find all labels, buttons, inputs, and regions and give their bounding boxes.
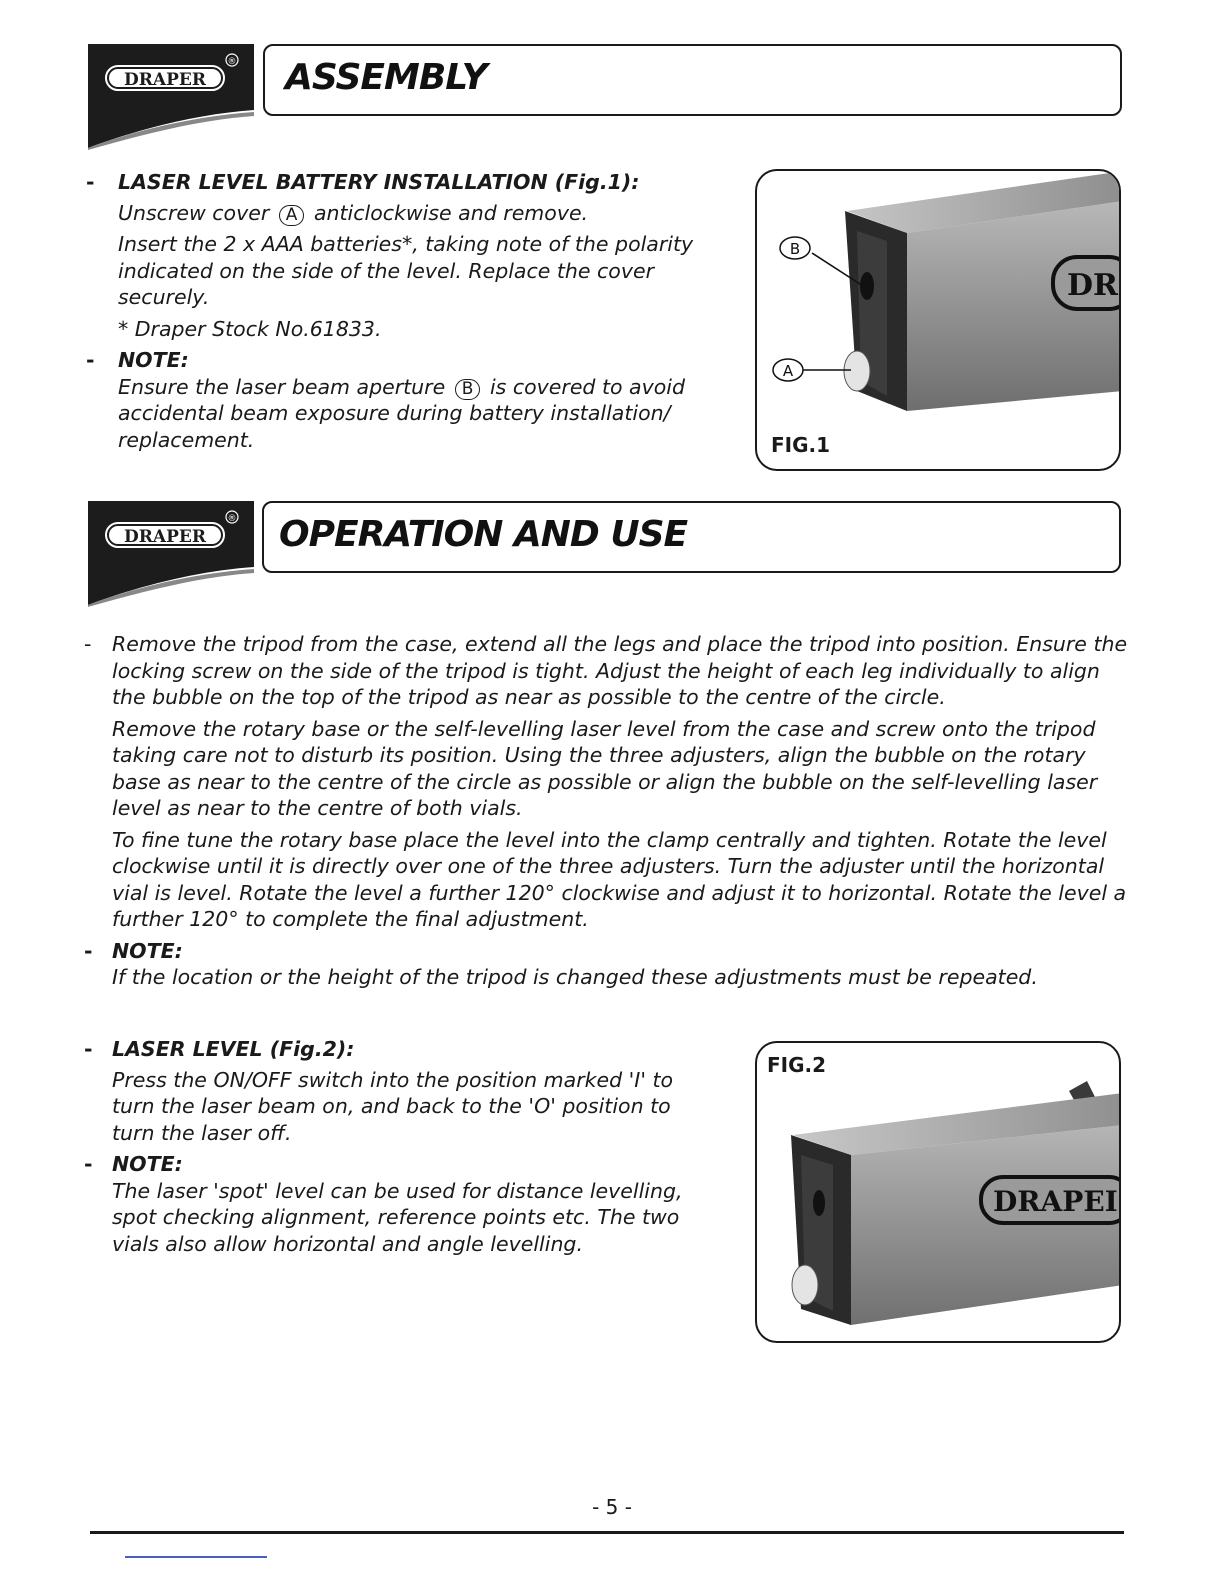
operation-note-text: If the location or the height of the tripod is changed these adjustments must be repeated. — [112, 965, 1038, 989]
note-text-pre: Ensure the laser beam aperture — [118, 374, 446, 399]
assembly-text — [86, 169, 726, 458]
laser-note-text: The laser 'spot' level can be used for distance levelling, spot checking alignment, reference points etc. The two vials also allow horizontal and angle levelling. — [112, 1178, 683, 1256]
operation-text — [84, 631, 1128, 996]
battery-line2: Insert the 2 x AAA batteries*, taking note of the polarity indicated on the side of the level. Replace the cover securely. — [118, 232, 694, 309]
marker-a: A — [279, 205, 305, 226]
registered-mark: ® — [227, 57, 237, 67]
battery-installation-item: - LASER LEVEL BATTERY INSTALLATION (Fig.1): Unscrew cover A anticlockwise and remove. Insert the 2 x AAA batteries*, taking note of the polarity indicated on the side of the level. Replace the cover securely. * Draper Stock No.61833. — [86, 169, 726, 342]
draper-logo-assembly — [86, 44, 254, 148]
fig2-badge: DRAPEI — [993, 1185, 1118, 1218]
tripod-item: - Remove the tripod from the case, extend all the legs and place the tripod into position. Ensure the locking screw on the side of the tripod is tight. Adjust the height of each leg individually to align the bubble on the top of the tripod as near as possible to the centre of the circle. Remove the rotary base or the self-levelling laser level from the case and screw onto the tripod taking care not to disturb its position. Using the three adjusters, align the bubble on the rotary base as near to the centre of the circle as possible or align the bubble on the self-levelling laser level as near to the centre of both vials. To fine tune the rotary base place the level into the clamp centrally and tighten. Rotate the level clockwise until it is directly over one of the three adjusters. Turn the adjuster until the horizontal vial is level. Rotate the level a further 120° clockwise and adjust it to horizontal. Rotate the level a further 120° to complete the final adjustment. — [84, 632, 1128, 931]
assembly-title: ASSEMBLY — [285, 57, 487, 98]
marker-b: B — [455, 379, 481, 400]
fig1-callout-a: A — [782, 362, 794, 380]
assembly-note-heading: NOTE: — [118, 348, 189, 372]
figure-1 — [755, 169, 1121, 471]
battery-line1-pre: Unscrew cover — [118, 200, 270, 225]
operation-para2: Remove the rotary base or the self-levelling laser level from the case and screw onto the tripod taking care not to disturb its position. Using the three adjusters, align the bubble on the rotary base as near to the centre of the circle as possible or align the bubble on the self-levelling laser level as near to the centre of both vials. — [112, 716, 1098, 820]
battery-line3: * Draper Stock No.61833. — [118, 316, 382, 341]
operation-para1: Remove the tripod from the case, extend all the legs and place the tripod into position. Ensure the locking screw on the side of the tripod is tight. Adjust the height of each leg individually to align the bubble on the top of the tripod as near as possible to the centre of the circle. — [112, 632, 1128, 709]
operation-para3: To fine tune the rotary base place the level into the clamp centrally and tighten. Rotate the level clockwise until it is directly over one of the three adjusters. Turn the adjuster until the horizontal vial is level. Rotate the level a further 120° clockwise and adjust it to horizontal. Rotate the level a further 120° to complete the final adjustment. — [112, 827, 1127, 931]
laser-note-item: - NOTE: The laser 'spot' level can be used for distance levelling, spot checking alignment, reference points etc. The two vials also allow horizontal and angle levelling. — [84, 1152, 683, 1256]
laser-level-illustration-2 — [757, 1043, 1121, 1343]
page-number: - 5 - — [592, 1495, 632, 1519]
laser-heading: LASER LEVEL (Fig.2): — [112, 1037, 355, 1061]
logo-text: DRAPER — [124, 70, 206, 90]
note-text-post: is covered to avoid accidental beam exposure during battery installation/ replacement. — [118, 374, 685, 452]
assembly-note-item: - NOTE: Ensure the laser beam aperture B is covered to avoid accidental beam exposure during battery installation/ replacement. — [86, 347, 726, 453]
battery-heading: LASER LEVEL BATTERY INSTALLATION (Fig.1): — [118, 170, 640, 194]
laser-level-item: - LASER LEVEL (Fig.2): Press the ON/OFF switch into the position marked 'I' to turn the laser beam on, and back to the 'O' position to turn the laser off. — [84, 1036, 684, 1146]
registered-mark: ® — [227, 514, 237, 524]
fig2-label: FIG.2 — [767, 1053, 827, 1077]
fig1-label: FIG.1 — [771, 433, 831, 457]
laser-level-text — [84, 1036, 684, 1262]
footer-link-underline — [125, 1556, 267, 1558]
figure-2 — [755, 1041, 1121, 1343]
logo-text: DRAPER — [124, 527, 206, 547]
operation-note-heading: NOTE: — [112, 938, 183, 963]
fig1-callout-b: B — [789, 240, 801, 258]
fig1-badge: DR — [1067, 268, 1118, 303]
draper-logo-operation — [86, 501, 254, 605]
operation-title: OPERATION AND USE — [279, 514, 688, 555]
laser-text: Press the ON/OFF switch into the position marked 'I' to turn the laser beam on, and back to the 'O' position to turn the laser off. — [112, 1067, 674, 1145]
laser-note-heading: NOTE: — [112, 1152, 183, 1176]
laser-level-illustration-1 — [757, 171, 1121, 471]
battery-line1-post: anticlockwise and remove. — [313, 200, 589, 225]
operation-note-item: - NOTE: If the location or the height of the tripod is changed these adjustments must be repeated. — [84, 938, 1128, 991]
footer-rule — [90, 1531, 1124, 1534]
